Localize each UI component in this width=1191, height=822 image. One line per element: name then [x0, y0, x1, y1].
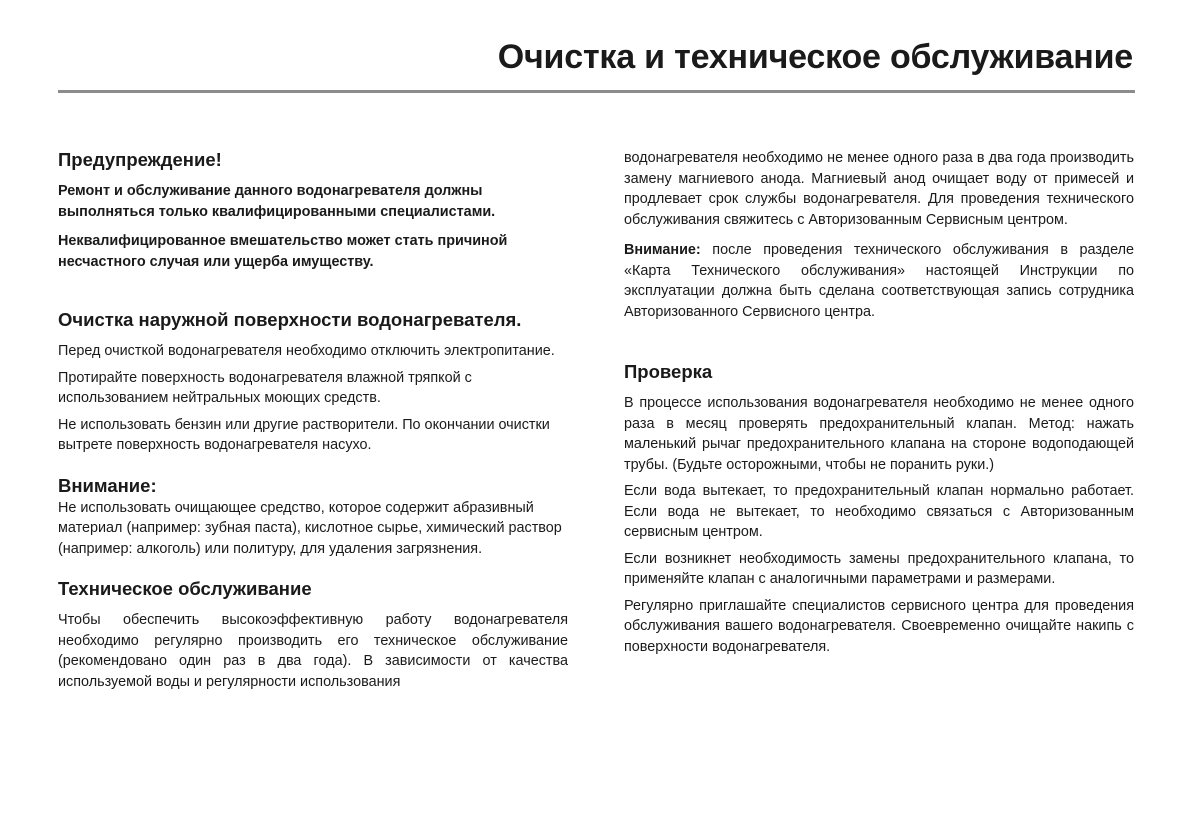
- check-paragraph-1: В процессе использования водонагревателя необходимо не менее одного раза в месяц проверять предохранительный клапан. Метод: нажать маленький рычаг предохранительного клапана на стороне водоподающей трубы. (Будьте осторожными, чтобы не поранить руки.): [624, 395, 1134, 473]
- check-paragraph-3: Если возникнет необходимость замены предохранительного клапана, то применяйте клапан с аналогичными параметрами и размерами.: [624, 550, 1134, 587]
- check-heading: Проверка: [624, 361, 713, 382]
- page-title: Очистка и техническое обслуживание: [497, 38, 1133, 76]
- attention-paragraph: Не использовать очищающее средство, которое содержит абразивный материал (например: зубная паста), кислотное сырье, химический раствор (например: алкоголь) или политуру, для удаления загрязнения.: [58, 499, 562, 557]
- attention-heading: Внимание:: [58, 474, 157, 496]
- left-column: [58, 148, 568, 692]
- anode-paragraph: водонагревателя необходимо не менее одного раза в два года производить замену магниевого анода. Магниевый анод очищает воду от примесей и продлевает срок службы водонагревателя. Для проведения технического обслуживания свяжитесь с Авторизованным Сервисным центром.: [624, 150, 1134, 228]
- cleaning-paragraph-2: Протирайте поверхность водонагревателя влажной тряпкой с использованием нейтральных моющих средств.: [58, 369, 472, 406]
- maintenance-paragraph: Чтобы обеспечить высокоэффективную работу водонагревателя необходимо регулярно производить его техническое обслуживание (рекомендовано один раз в два года). В зависимости от качества используемой воды и регулярности использования: [58, 612, 568, 690]
- warning-heading: Предупреждение!: [58, 149, 222, 170]
- maintenance-heading: Техническое обслуживание: [58, 578, 312, 599]
- title-divider: [58, 90, 1135, 93]
- notice-paragraph: [624, 240, 1134, 322]
- cleaning-paragraph-3: Не использовать бензин или другие растворители. По окончании очистки вытрете поверхность водонагревателя насухо.: [58, 416, 550, 453]
- right-column: [624, 148, 1134, 657]
- cleaning-paragraph-1: Перед очисткой водонагревателя необходимо отключить электропитание.: [58, 343, 555, 359]
- notice-lead: Внимание:: [624, 242, 701, 258]
- check-paragraph-4: Регулярно приглашайте специалистов сервисного центра для проведения обслуживания вашего водонагревателя. Своевременно очищайте накипь с поверхности водонагревателя.: [624, 597, 1134, 655]
- check-paragraph-2: Если вода вытекает, то предохранительный клапан нормально работает. Если вода не вытекает, то необходимо связаться с Авторизованным сервисным центром.: [624, 483, 1134, 540]
- warning-paragraph-2: Неквалифицированное вмешательство может стать причиной несчастного случая или ущерба имуществу.: [58, 233, 508, 270]
- warning-paragraph-1: Ремонт и обслуживание данного водонагревателя должны выполняться только квалифицированными специалистами.: [58, 183, 496, 220]
- notice-text: после проведения технического обслуживания в разделе «Карта Технического обслуживания» настоящей Инструкции по эксплуатации должна быть сделана соответствующая запись сотрудника Авторизованного Сервисного центра.: [624, 242, 1134, 320]
- cleaning-heading: Очистка наружной поверхности водонагревателя.: [58, 309, 522, 330]
